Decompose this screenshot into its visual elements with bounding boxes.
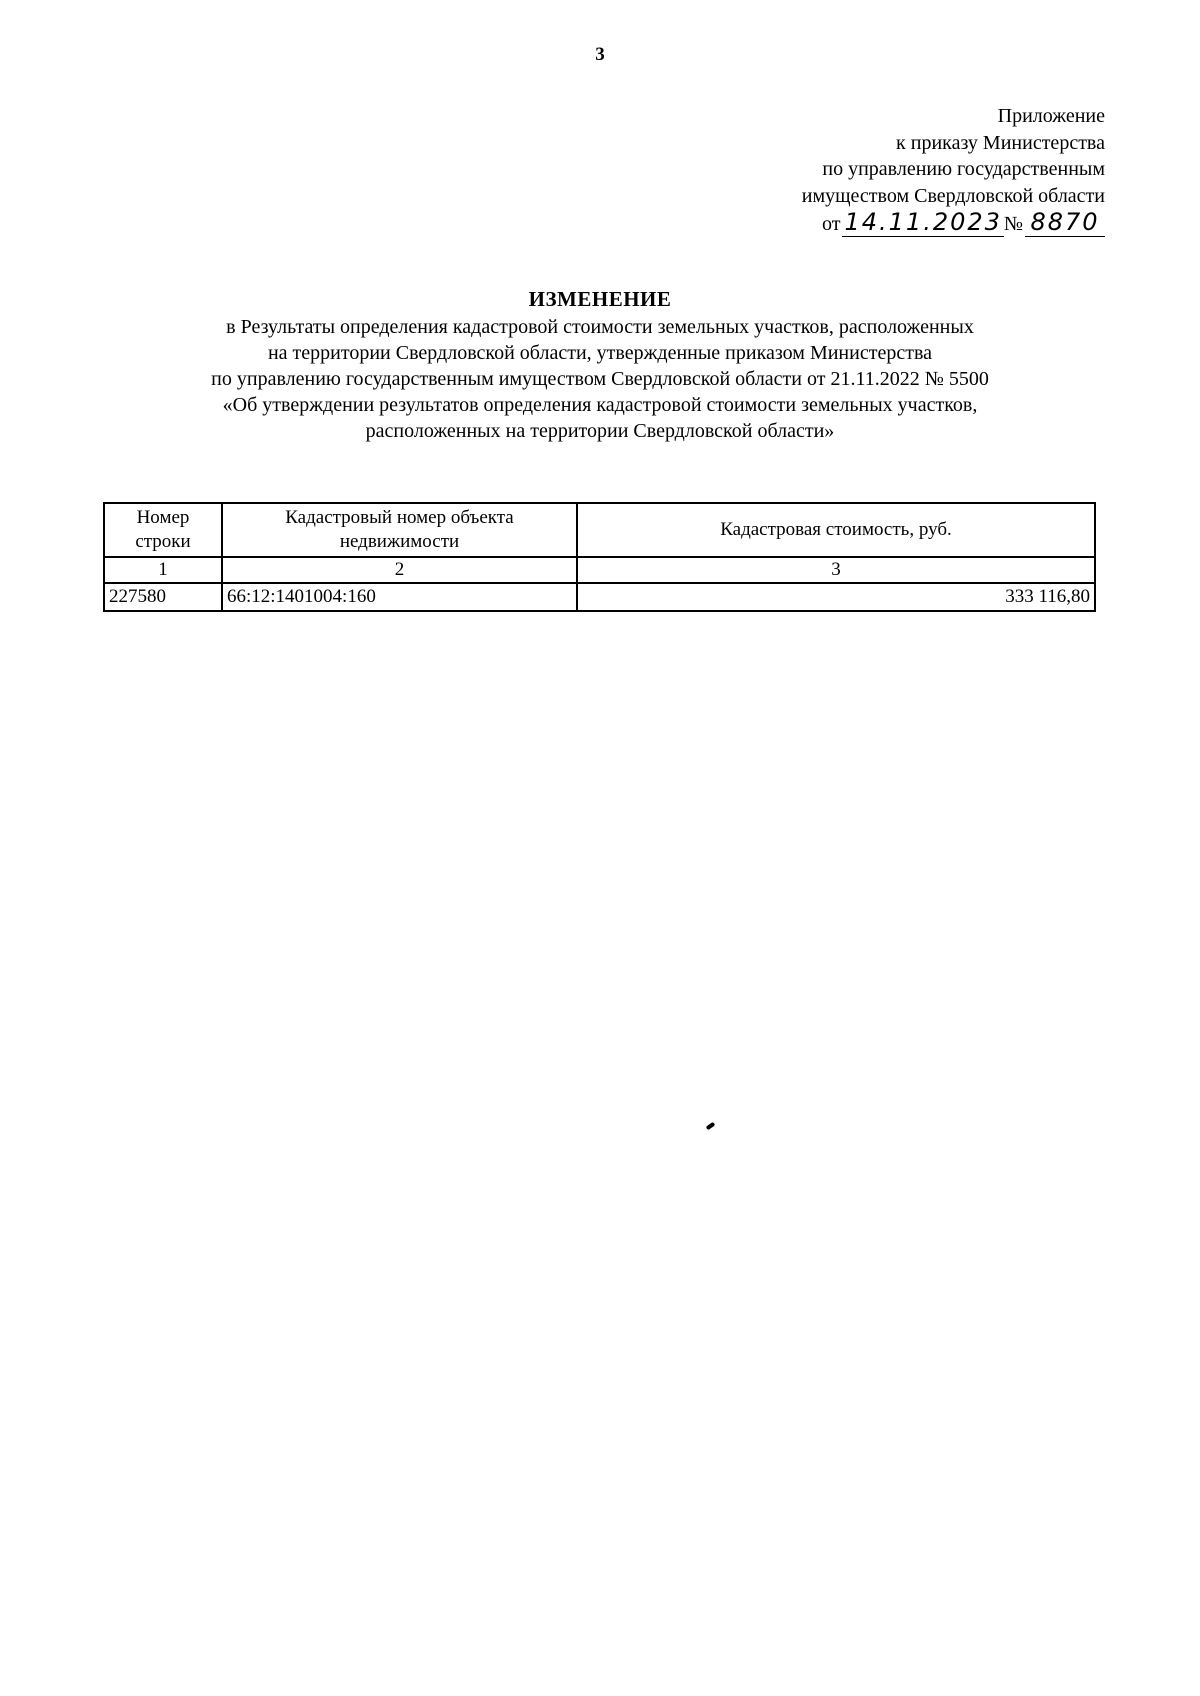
cadastral-value-table <box>103 502 1096 612</box>
column-number-2: 2 <box>222 557 577 583</box>
title-line-3: по управлению государственным имуществом Свердловской области от 21.11.2022 № 5500 <box>211 368 989 390</box>
cell-row-number: 227580 <box>104 583 222 611</box>
appendix-line-1: Приложение <box>997 105 1105 127</box>
appendix-line-2: к приказу Министерства <box>896 131 1105 154</box>
table-row <box>104 583 1095 611</box>
header-cadastral-number: Кадастровый номер объекта недвижимости <box>222 503 577 557</box>
title-line-2: на территории Свердловской области, утвержденные приказом Министерства <box>267 342 933 364</box>
column-number-3: 3 <box>577 557 1095 583</box>
column-number-1: 1 <box>104 557 222 583</box>
number-sign: № <box>1003 213 1023 235</box>
table-header-row <box>104 503 1095 557</box>
cell-cadastral-number: 66:12:1401004:160 <box>222 583 577 611</box>
document-title-block <box>0 286 1200 444</box>
appendix-block <box>802 103 1105 238</box>
document-heading: ИЗМЕНЕНИЕ <box>528 287 672 311</box>
title-line-5: расположенных на территории Свердловской области» <box>365 420 835 442</box>
handwritten-number: 8870 <box>1025 209 1105 237</box>
appendix-date-line <box>802 209 1105 238</box>
cell-cadastral-value: 333 116,80 <box>577 583 1095 611</box>
handwritten-date: 14.11.2023 <box>844 208 1002 236</box>
page-number: 3 <box>595 44 605 65</box>
title-line-4: «Об утверждении результатов определения кадастровой стоимости земельных участков, <box>222 394 978 416</box>
title-line-1: в Результаты определения кадастровой стоимости земельных участков, расположенных <box>226 316 974 338</box>
header-cadastral-value: Кадастровая стоимость, руб. <box>577 503 1095 557</box>
appendix-line-3: по управлению государственным <box>822 158 1105 180</box>
column-number-row <box>104 557 1095 583</box>
appendix-line-4: имуществом Свердловской области <box>801 184 1105 207</box>
stray-mark <box>706 1122 716 1130</box>
date-prefix: от <box>822 213 841 235</box>
header-row-number: Номер строки <box>104 503 222 557</box>
